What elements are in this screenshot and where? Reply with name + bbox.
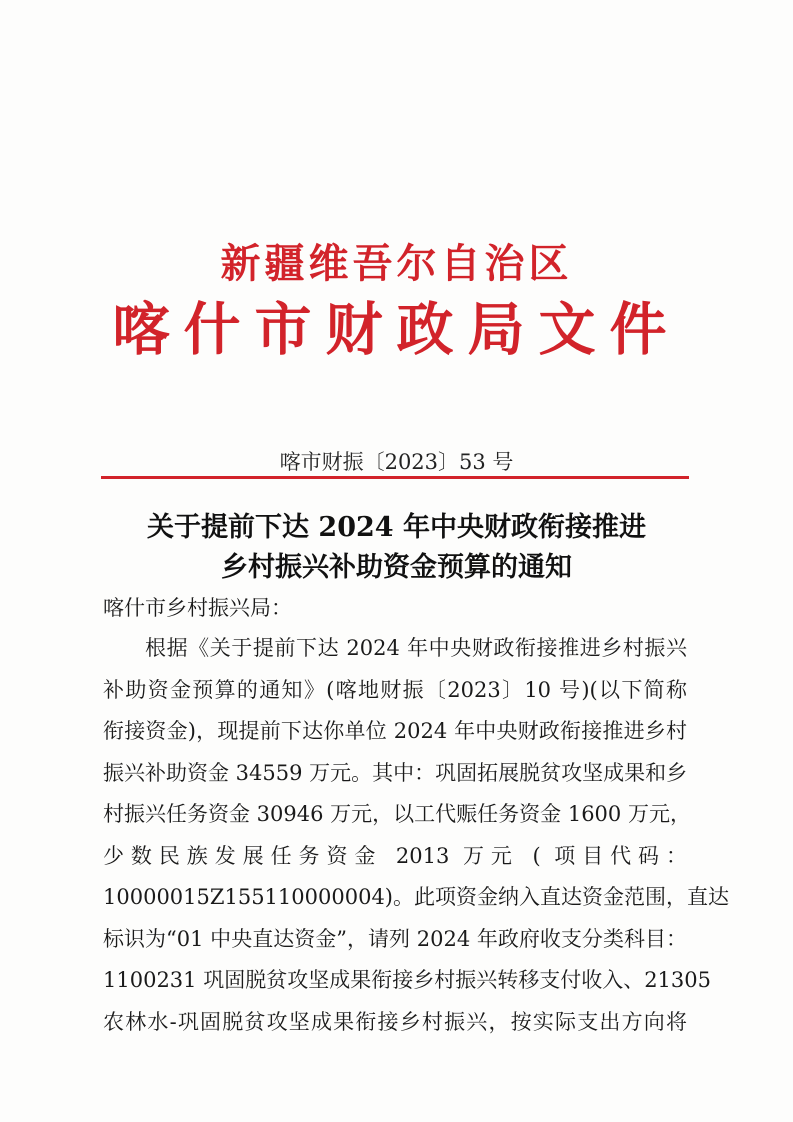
body-line-6: 少数民族发展任务资金 2013 万元 ( 项目代码：	[103, 843, 687, 868]
title-line-1: 关于提前下达 2024 年中央财政衔接推进	[147, 512, 646, 543]
body-line-5: 村振兴任务资金 30946 万元，以工代赈任务资金 1600 万元，	[103, 802, 691, 826]
title-line-2: 乡村振兴补助资金预算的通知	[221, 552, 572, 583]
issuer-region-heading: 新疆维吾尔自治区	[220, 240, 573, 287]
body-line-7: 10000015Z155110000004)。此项资金纳入直达资金范围，直达	[103, 885, 729, 909]
body-line-9: 1100231 巩固脱贫攻坚成果衔接乡村振兴转移支付收入、21305	[103, 968, 712, 992]
document-number: 喀市财振〔2023〕53 号	[279, 450, 514, 474]
body-line-4: 振兴补助资金 34559 万元。其中：巩固拓展脱贫攻坚成果和乡	[103, 760, 688, 785]
document-title	[0, 508, 793, 588]
body-line-8: 标识为“01 中央直达资金”，请列 2024 年政府收支分类科目：	[103, 926, 687, 951]
body-line-2: 补助资金预算的通知》(喀地财振〔2023〕10 号)(以下简称	[103, 677, 687, 702]
body-line-3: 衔接资金)，现提前下达你单位 2024 年中央财政衔接推进乡村	[103, 719, 687, 743]
addressee: 喀什市乡村振兴局：	[103, 596, 292, 620]
body-line-10: 农林水-巩固脱贫攻坚成果衔接乡村振兴，按实际支出方向将	[103, 1009, 687, 1034]
body-line-1: 根据《关于提前下达 2024 年中央财政衔接推进乡村振兴	[145, 636, 687, 660]
issuer-office-heading: 喀什市财政局文件	[112, 296, 681, 363]
red-divider-line	[101, 476, 689, 479]
body-paragraph	[103, 628, 729, 1043]
